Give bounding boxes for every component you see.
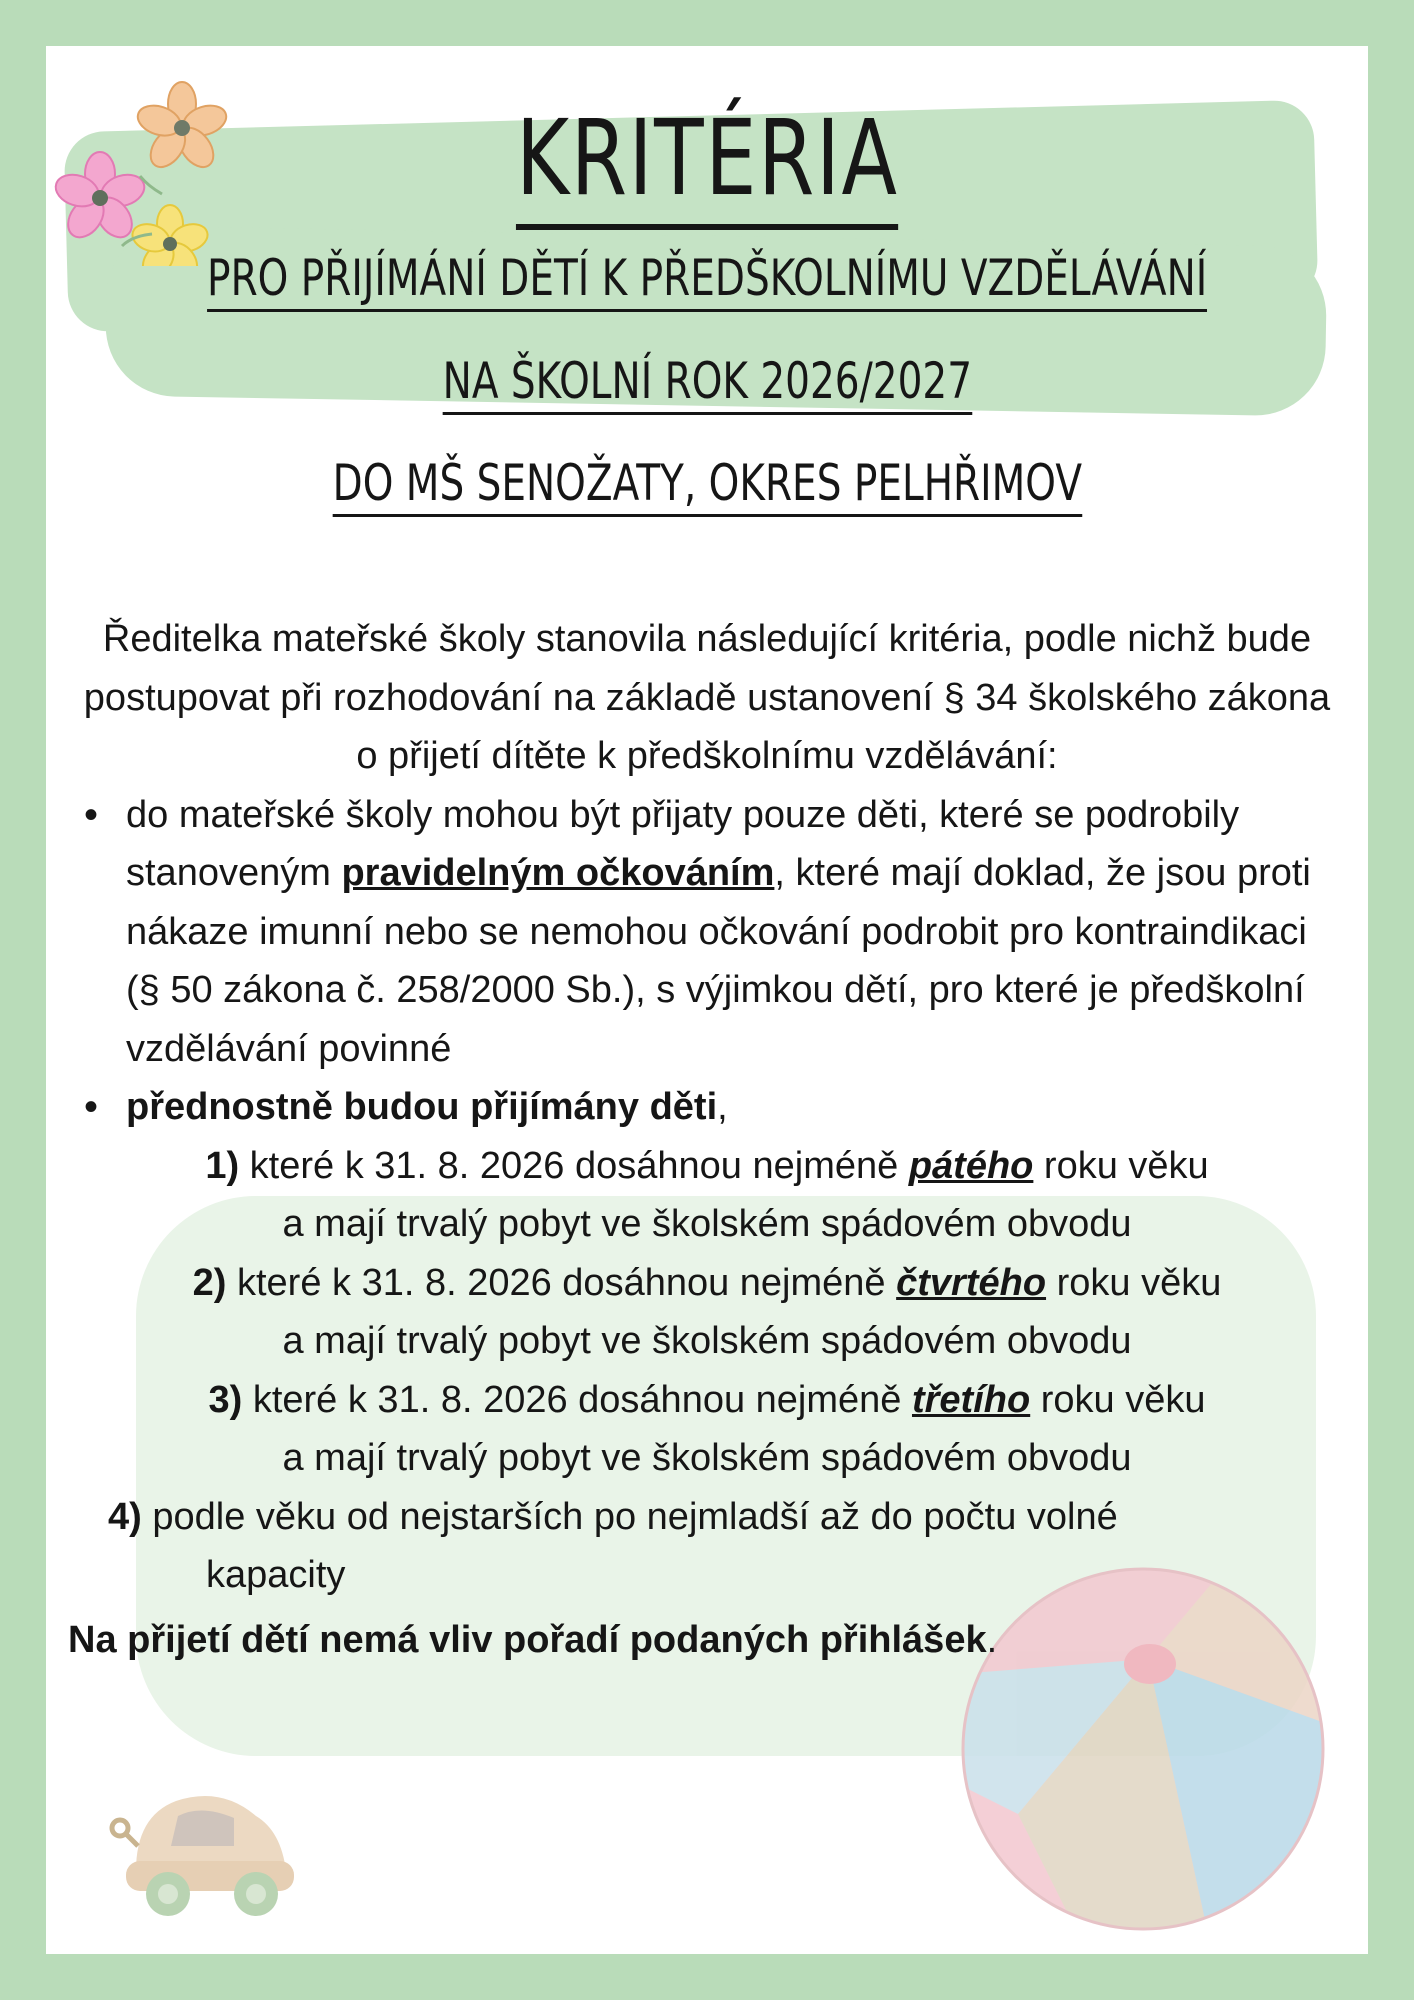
toy-car-icon (106, 1776, 306, 1921)
priority-item-3: 3) které k 31. 8. 2026 dosáhnou nejméně třetího roku věku a mají trvalý pobyt ve školském spádovém obvodu (208, 1378, 1206, 1479)
poster-page (46, 46, 1368, 1954)
subtitle-line-1: PRO PŘIJÍMÁNÍ DĚTÍ K PŘEDŠKOLNÍMU VZDĚLÁVÁNÍ (46, 253, 1368, 312)
subtitle-line-2: NA ŠKOLNÍ ROK 2026/2027 (46, 356, 1368, 415)
criteria-list (68, 786, 1346, 1137)
list-item: • do mateřské školy mohou být přijaty pouze děti, které se podrobily stanoveným pravidelným očkováním, které mají doklad, že jsou proti nákaze imunní nebo se nemohou očkování podrobit pro kontraindikaci (§ 50 zákona č. 258/2000 Sb.), s výjimkou dětí, pro které je předškolní vzdělávání povinné (126, 786, 1346, 1079)
priority-item-1: 1) které k 31. 8. 2026 dosáhnou nejméně pátého roku věku a mají trvalý pobyt ve školském spádovém obvodu (205, 1144, 1209, 1245)
priority-item-4: 4) podle věku od nejstarších po nejmladší až do počtu volné kapacity (108, 1495, 1118, 1596)
subtitle-line-3: DO MŠ SENOŽATY, OKRES PELHŘIMOV (46, 458, 1368, 517)
closing-note: Na přijetí dětí nemá vliv pořadí podaných přihlášek. (68, 1618, 998, 1661)
priority-item-2: 2) které k 31. 8. 2026 dosáhnou nejméně čtvrtého roku věku a mají trvalý pobyt ve školském spádovém obvodu (192, 1261, 1222, 1362)
criteria-body (68, 610, 1346, 1669)
intro-paragraph: Ředitelka mateřské školy stanovila následující kritéria, podle nichž bude postupovat při rozhodování na základě ustanovení § 34 školského zákona o přijetí dítěte k předškolnímu vzdělávání: (83, 618, 1331, 777)
vaccination-emphasis: pravidelným očkováním (341, 852, 775, 894)
page-title: KRITÉRIA (46, 106, 1368, 230)
list-item: • přednostně budou přijímány děti, (126, 1078, 1346, 1137)
